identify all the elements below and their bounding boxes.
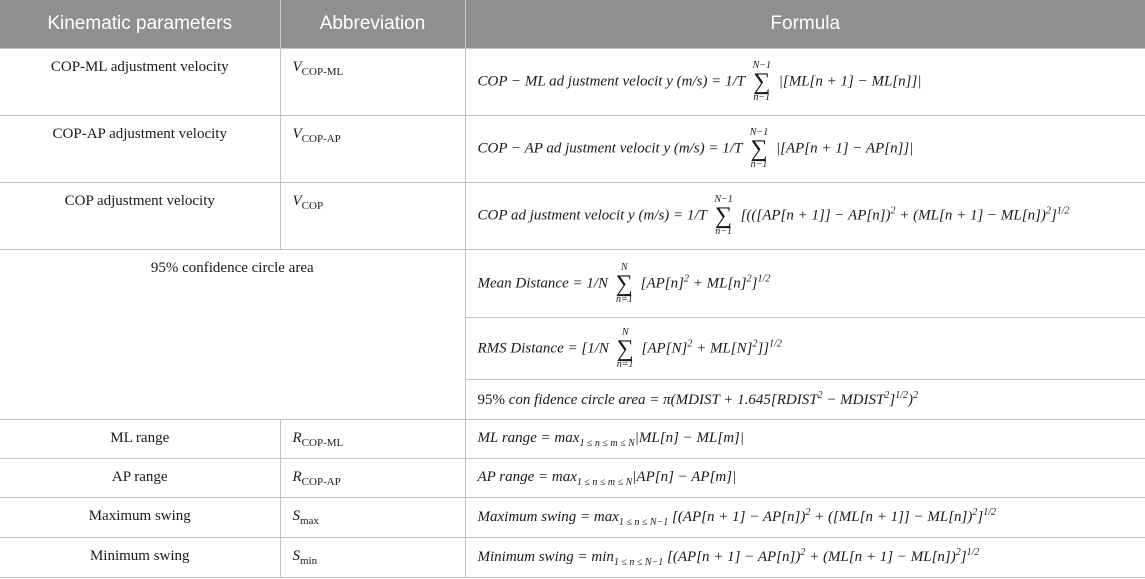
summation-sign: N−1 ∑ n−1	[714, 194, 733, 237]
param-name: Minimum swing	[0, 538, 280, 578]
param-name: 95% confidence circle area	[0, 250, 465, 420]
param-name: COP-AP adjustment velocity	[0, 116, 280, 183]
table-row	[0, 250, 1145, 318]
summation-sign: N ∑ n=1	[615, 261, 633, 305]
param-abbreviation: $V_{COP}$	[280, 183, 465, 250]
table-row	[0, 116, 1145, 183]
param-formula: COP − AP ad justment velocit y (m/s) = 1/T N−1 ∑ n−1 |[AP[n + 1] − AP[n]]|	[465, 116, 1145, 183]
param-formula: Minimum swing = $\min_{1 \le n \le N-1} [(AP[n + 1] - AP[n])^2 + (ML[n + 1] - ML[n])^2]^{1/2}$	[465, 538, 1145, 578]
param-formula: COP − ML ad justment velocit y (m/s) = 1/T N−1 ∑ n−1 |[ML[n + 1] − ML[n]]|	[465, 49, 1145, 116]
param-formula: COP ad justment velocit y (m/s) = 1/T N−1 ∑ n−1 [$(([AP[n + 1]] - AP[n])^2 + (ML[n + 1] - ML[n])^2]^{1/2}$	[465, 183, 1145, 250]
mean-distance-formula: Mean Distance = 1/N N ∑ n=1 $[AP[n]^2 + ML[n]^2]^{1/2}$	[465, 250, 1145, 318]
summation-sign: N ∑ n=1	[616, 326, 634, 370]
param-abbreviation: $V_{COP-AP}$	[280, 116, 465, 183]
rms-distance-formula: RMS Distance = [1/N N ∑ n=1 $[AP[N]^2 + ML[N]^2]]^{1/2}$	[465, 318, 1145, 380]
table-row	[0, 49, 1145, 116]
summation-sign: N−1 ∑ n−1	[749, 127, 769, 170]
param-name: COP-ML adjustment velocity	[0, 49, 280, 116]
param-abbreviation: $R_{COP-AP}$	[280, 459, 465, 498]
header-formula: Formula	[465, 0, 1145, 49]
param-abbreviation: $S_{max}$	[280, 498, 465, 538]
table-row	[0, 498, 1145, 538]
header-abbreviation: Abbreviation	[280, 0, 465, 49]
summation-sign: N−1 ∑ n−1	[752, 60, 771, 103]
param-formula: ML range = $\max_{1 \le n \le m \le N}|ML[n] - ML[m]|$	[465, 420, 1145, 459]
table-row	[0, 459, 1145, 498]
param-abbreviation: $R_{COP-ML}$	[280, 420, 465, 459]
header-row	[0, 0, 1145, 49]
table-row	[0, 538, 1145, 578]
table-row	[0, 183, 1145, 250]
param-name: AP range	[0, 459, 280, 498]
param-name: COP adjustment velocity	[0, 183, 280, 250]
param-abbreviation: $V_{COP-ML}$	[280, 49, 465, 116]
param-formula: AP range = $\max_{1 \le n \le m \le N}|AP[n] - AP[m]|$	[465, 459, 1145, 498]
circle-area-formula: 95% con fidence circle area = π(MDIST + $1.645[RDIST^2$ − $MDIST^2]^{1/2})^2$	[465, 380, 1145, 420]
param-name: ML range	[0, 420, 280, 459]
table-row	[0, 420, 1145, 459]
param-formula: Maximum swing = $\max_{1 \le n \le N-1} [(AP[n + 1] - AP[n])^2 + ([ML[n + 1]] - ML[n])^2]^{1/2}$	[465, 498, 1145, 538]
param-name: Maximum swing	[0, 498, 280, 538]
header-kinematic-parameters: Kinematic parameters	[0, 0, 280, 49]
param-abbreviation: $S_{min}$	[280, 538, 465, 578]
